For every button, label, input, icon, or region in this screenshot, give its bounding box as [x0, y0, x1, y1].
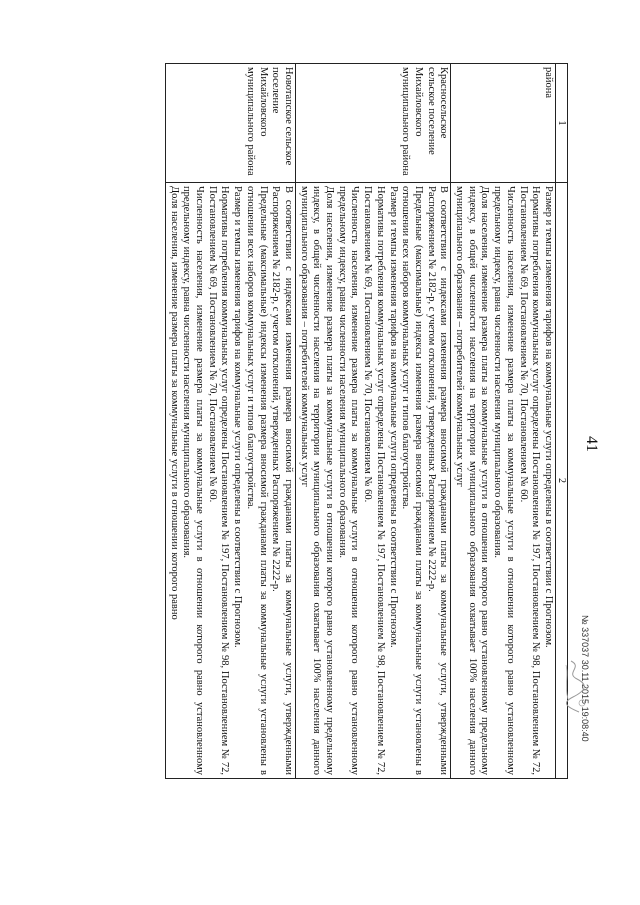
rotated-table-wrapper — [168, 63, 568, 779]
table-row — [165, 64, 295, 779]
table-row — [451, 64, 556, 779]
page-number: 41 — [583, 436, 600, 452]
paragraph: Предельные (максимальные) индексы изменения размера вносимой гражданами платы за коммунальные услуги установлены в отношении всех наборов коммунальных услуг и типов благоустройства. — [244, 186, 269, 775]
paragraph: Предельные (максимальные) индексы изменения размера вносимой гражданами платы за коммунальные услуги установлены в отношении всех наборов коммунальных услуг и типов благоустройства. — [400, 186, 424, 775]
municipality-name: Красносельское сельское поселение Михайловского муниципального района — [295, 64, 450, 183]
paragraph: Доля населения, изменение размера платы за коммунальные услуги в отношении которого равно — [168, 186, 180, 620]
paragraph: Размер и темпы изменения тарифов на коммунальные услуги определены в соответствии с Прогнозом. — [387, 186, 399, 648]
table-row — [295, 64, 450, 779]
row-description — [451, 183, 556, 779]
row-description — [165, 183, 295, 779]
paragraph: Нормативы потребления коммунальных услуг определены Постановлением № 197, Постановлением № 98, Постановлением № 72, Постановлением № 69, Постановлением № 70, Постановлением № 60. — [206, 186, 231, 775]
paragraph: Численность населения, изменение размера платы за коммунальные услуги в отношении которого равно установленному предельному индексу, равна численности населения муниципального образования. — [336, 186, 361, 775]
paragraph: Доля населения, изменение размера платы за коммунальные услуги в отношении которого равно установленному предельному индексу, в общей численности населения на территории муниципального образования охватывает 100% населения данного муниципального образования – потребителей коммунальных услуг — [298, 186, 336, 775]
municipality-name: Новотапское сельское поселение Михайловского муниципального района — [165, 64, 295, 183]
header-col-2: 2 — [556, 183, 568, 779]
paragraph: Размер и темпы изменения тарифов на коммунальные услуги определены в соответствии с Прогнозом. — [232, 186, 244, 648]
paragraph: Численность населения, изменение размера платы за коммунальные услуги в отношении которого равно установленному предельному индексу, равна численности населения муниципального образования. — [181, 186, 206, 775]
paragraph: В соответствии с индексами изменения размера вносимой гражданами платы за коммунальные услуги, утвержденными Распоряжением № 2182-р, с учетом отклонений, утвержденных Распоряжением № 2222-р. — [425, 186, 450, 775]
document-table — [165, 63, 568, 779]
paragraph: Нормативы потребления коммунальных услуг определены Постановлением № 197, Постановлением № 98, Постановлением № 72, Постановлением № 69, Постановлением № 70, Постановлением № 60. — [362, 186, 386, 775]
registration-stamp-text: № 337037 30.11.2015 19:08:40 — [580, 615, 590, 742]
row-description — [295, 183, 450, 779]
paragraph: Доля населения, изменение размера платы за коммунальные услуги в отношении которого равно установленному предельному индексу, в общей численности населения на территории муниципального образования охватывает 100% населения данного муниципального образования – потребителей коммунальных услуг — [454, 186, 491, 775]
paragraph: В соответствии с индексами изменения размера вносимой гражданами платы за коммунальные услуги, утвержденными Распоряжением № 2182-р, с учетом отклонений, утвержденных Распоряжением № 2222-р. — [270, 186, 294, 775]
header-col-1: 1 — [556, 64, 568, 183]
municipality-name: района — [451, 64, 556, 183]
paragraph: Нормативы потребления коммунальных услуг определены Постановлением № 197, Постановлением № 98, Постановлением № 72, Постановлением № 69, Постановлением № 70, Постановлением № 60. — [517, 186, 542, 775]
paragraph: Размер и темпы изменения тарифов на коммунальные услуги определены в соответствии с Прогнозом. — [543, 186, 554, 648]
signature-stamp-icon — [561, 657, 591, 715]
paragraph: Численность населения, изменение размера платы за коммунальные услуги в отношении которого равно установленному предельному индексу, равна численности населения муниципального образования. — [492, 186, 516, 775]
